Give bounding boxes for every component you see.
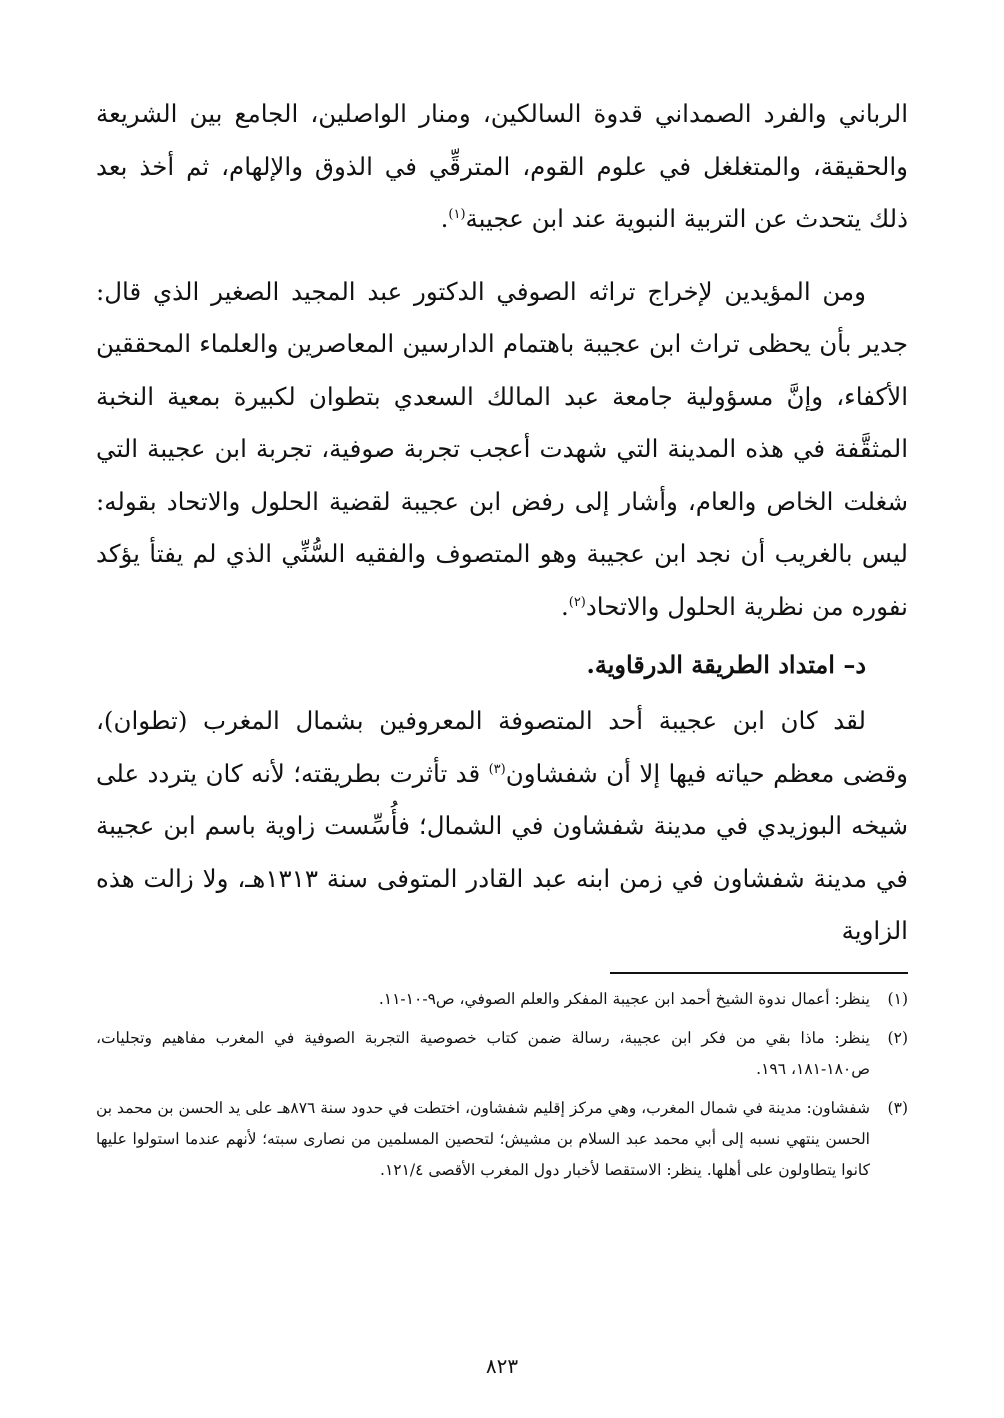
paragraph-1 bbox=[96, 88, 908, 246]
main-text bbox=[96, 88, 908, 958]
footnote-separator bbox=[610, 972, 908, 974]
paragraph-3 bbox=[96, 695, 908, 958]
paragraph-1-end: . bbox=[440, 204, 449, 233]
paragraph-3-text: لقد كان ابن عجيبة أحد المتصوفة المعروفين بشمال المغرب (تطوان)، وقضى معظم حياته فيها إلا أن شفشاون bbox=[96, 706, 909, 788]
footnote-ref-1: (١) bbox=[448, 206, 466, 222]
footnote-ref-3: (٣) bbox=[488, 761, 506, 777]
footnote-1-text: ينظر: أعمال ندوة الشيخ أحمد ابن عجيبة المفكر والعلم الصوفي، ص٩-١٠-١١. bbox=[378, 989, 870, 1008]
section-heading: د– امتداد الطريقة الدرقاوية. bbox=[586, 650, 866, 679]
footnote-1-number: (١) bbox=[887, 989, 908, 1008]
paragraph-gap bbox=[96, 246, 908, 266]
footnote-2-number: (٢) bbox=[887, 1028, 908, 1047]
footnote-2-text: ينظر: ماذا بقي من فكر ابن عجيبة، رسالة ضمن كتاب خصوصية التجربة الصوفية في المغرب مفاهيم وتجليات، ص١٨٠-١٨١، ١٩٦. bbox=[96, 1028, 870, 1078]
paragraph-3-rest: قد تأثرت بطريقته؛ لأنه كان يتردد على شيخه البوزيدي في مدينة شفشاون في الشمال؛ فأُسِّست زاوية باسم ابن عجيبة في مدينة شفشاون في زمن ابنه عبد القادر المتوفى سنة ١٣١٣هـ، ولا زالت هذه الزاوية bbox=[96, 758, 908, 945]
paragraph-2 bbox=[96, 266, 908, 634]
footnotes bbox=[96, 984, 908, 1186]
paragraph-2-text: ومن المؤيدين لإخراج تراثه الصوفي الدكتور عبد المجيد الصغير الذي قال: جدير بأن يحظى تراث ابن عجيبة باهتمام الدارسين المعاصرين والعلماء المحققين الأكفاء، وإنَّ مسؤولية جامعة عبد المالك السعدي بتطوان لكبيرة بمعية النخبة المثقَّفة في هذه المدينة التي شهدت أعجب تجربة صوفية، تجربة ابن عجيبة التي شغلت الخاص والعام، وأشار إلى رفض ابن عجيبة لقضية الحلول والاتحاد بقوله: ليس بالغريب أن نجد ابن عجيبة وهو المتصوف والفقيه السُّنِّي الذي لم يفتأ يؤكد نفوره من نظرية الحلول والاتحاد bbox=[96, 276, 908, 621]
footnote-2 bbox=[96, 1023, 908, 1085]
footnote-3 bbox=[96, 1093, 908, 1186]
paragraph-2-end: . bbox=[560, 591, 569, 621]
footnote-1 bbox=[96, 984, 908, 1015]
footnote-ref-2: (٢) bbox=[568, 594, 586, 610]
page-number: ٨٢٣ bbox=[485, 1354, 519, 1378]
footnote-3-number: (٣) bbox=[887, 1098, 908, 1117]
paragraph-1-text: الرباني والفرد الصمداني قدوة السالكين، ومنار الواصلين، الجامع بين الشريعة والحقيقة، والمتغلغل في علوم القوم، المترقِّي في الذوق والإلهام، ثم أخذ بعد ذلك يتحدث عن التربية النبوية عند ابن عجيبة bbox=[96, 99, 908, 233]
footnote-3-text: شفشاون: مدينة في شمال المغرب، وهي مركز إقليم شفشاون، اختطت في حدود سنة ٨٧٦هـ على يد الحسن بن محمد بن الحسن ينتهي نسبه إلى أبي محمد عبد السلام بن مشيش؛ لتحصين المسلمين من نصارى سبته؛ لأنهم عندما استولوا عليها كانوا يتطاولون على أهلها. ينظر: الاستقصا لأخبار دول المغرب الأقصى ١٢١/٤. bbox=[96, 1098, 870, 1179]
document-page bbox=[96, 88, 908, 1378]
